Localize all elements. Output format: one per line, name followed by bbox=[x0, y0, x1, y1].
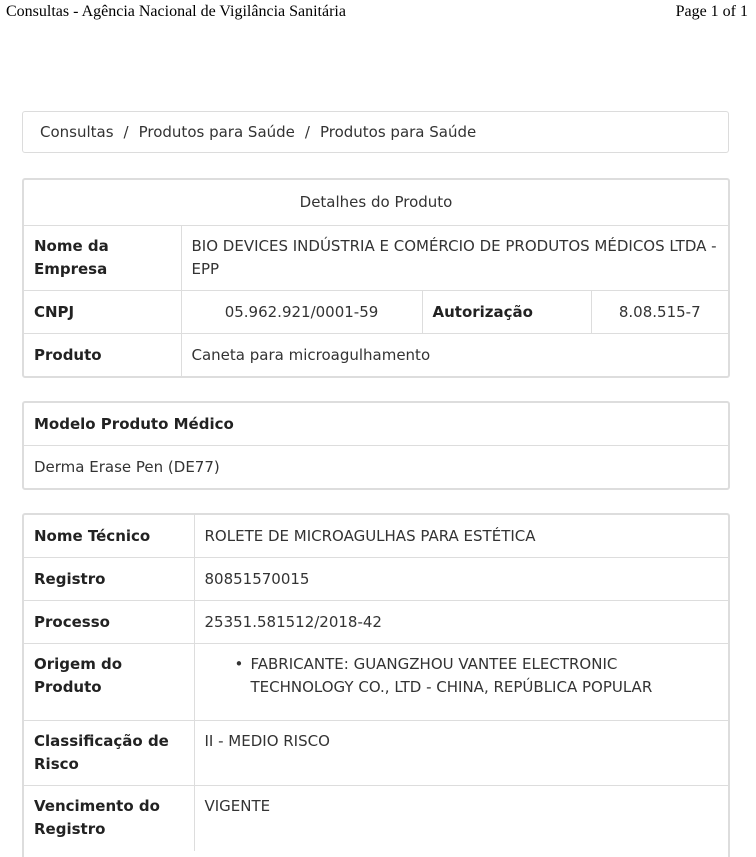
modelo-label: Modelo Produto Médico bbox=[24, 403, 728, 446]
registro-value: 80851570015 bbox=[194, 558, 728, 601]
breadcrumb bbox=[22, 111, 729, 153]
details-heading: Detalhes do Produto bbox=[24, 180, 728, 226]
bullet-icon: • bbox=[234, 655, 244, 673]
produto-value: Caneta para microagulhamento bbox=[181, 334, 728, 377]
vencimento-label: Vencimento do Registro bbox=[24, 786, 194, 851]
classificacao-value: II - MEDIO RISCO bbox=[194, 721, 728, 786]
breadcrumb-item-consultas[interactable]: Consultas bbox=[40, 123, 114, 141]
origem-label: Origem do Produto bbox=[24, 644, 194, 721]
origem-list bbox=[205, 653, 719, 699]
product-details-table bbox=[24, 180, 728, 376]
classificacao-label: Classificação de Risco bbox=[24, 721, 194, 786]
vencimento-value: VIGENTE bbox=[194, 786, 728, 851]
registration-card bbox=[22, 513, 730, 857]
autorizacao-value: 8.08.515-7 bbox=[591, 291, 728, 334]
autorizacao-label: Autorização bbox=[422, 291, 591, 334]
modelo-value: Derma Erase Pen (DE77) bbox=[24, 446, 728, 489]
product-details-card bbox=[22, 178, 730, 378]
breadcrumb-separator: / bbox=[304, 123, 310, 141]
empresa-label: Nome da Empresa bbox=[24, 226, 181, 291]
page-number: Page 1 of 1 bbox=[675, 3, 748, 20]
produto-label: Produto bbox=[24, 334, 181, 377]
processo-value: 25351.581512/2018-42 bbox=[194, 601, 728, 644]
breadcrumb-item-current: Produtos para Saúde bbox=[319, 123, 477, 141]
processo-label: Processo bbox=[24, 601, 194, 644]
origem-value bbox=[194, 644, 728, 721]
registration-table bbox=[24, 515, 728, 851]
model-card bbox=[22, 401, 730, 490]
cnpj-value: 05.962.921/0001-59 bbox=[181, 291, 422, 334]
cnpj-label: CNPJ bbox=[24, 291, 181, 334]
empresa-value: BIO DEVICES INDÚSTRIA E COMÉRCIO DE PRODUTOS MÉDICOS LTDA - EPP bbox=[181, 226, 728, 291]
breadcrumb-separator: / bbox=[123, 123, 129, 141]
breadcrumb-item-produtos-saude[interactable]: Produtos para Saúde bbox=[138, 123, 295, 141]
registro-label: Registro bbox=[24, 558, 194, 601]
nome-tecnico-value: ROLETE DE MICROAGULHAS PARA ESTÉTICA bbox=[194, 515, 728, 558]
print-title: Consultas - Agência Nacional de Vigilância Sanitária bbox=[6, 3, 346, 20]
origem-item-text: FABRICANTE: GUANGZHOU VANTEE ELECTRONIC TECHNOLOGY CO., LTD - CHINA, REPÚBLICA POPULAR bbox=[250, 655, 653, 696]
nome-tecnico-label: Nome Técnico bbox=[24, 515, 194, 558]
print-header bbox=[0, 0, 756, 26]
model-table bbox=[24, 403, 728, 488]
origem-list-item bbox=[234, 653, 719, 699]
